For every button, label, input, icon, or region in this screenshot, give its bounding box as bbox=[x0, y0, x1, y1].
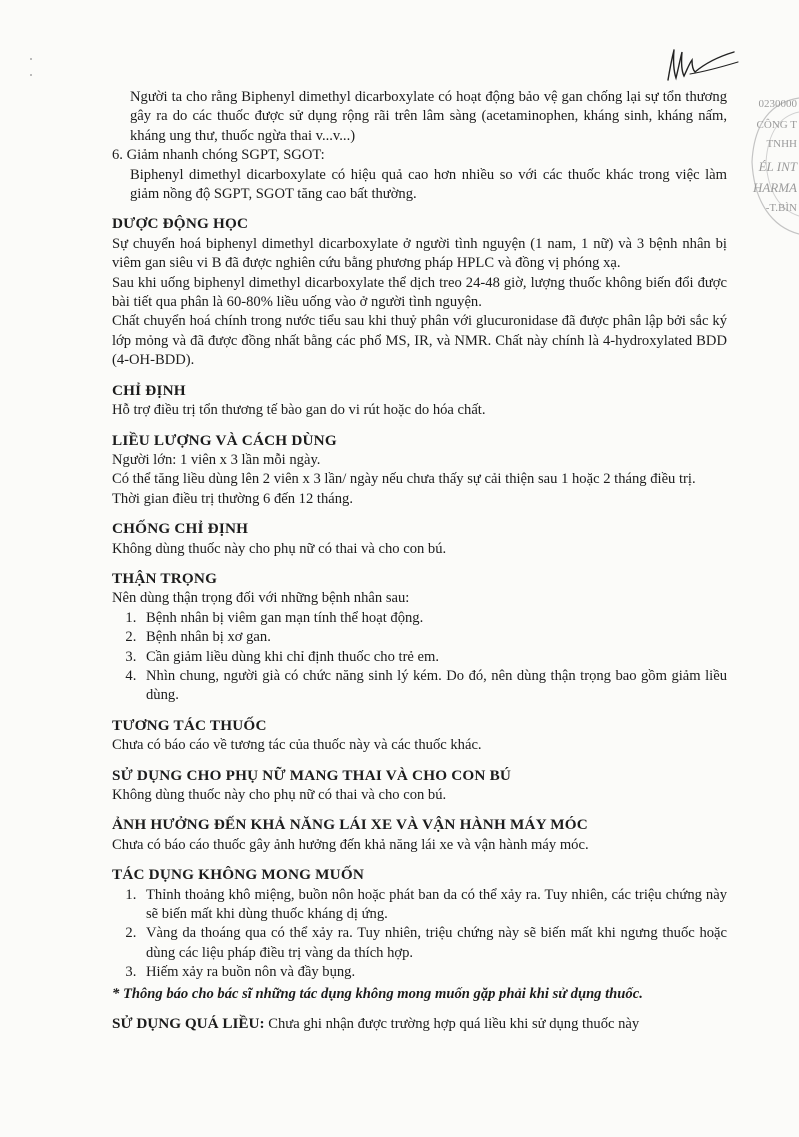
list-item: 3. Cần giảm liều dùng khi chỉ định thuốc cho trẻ em. bbox=[140, 648, 727, 667]
lieu-luong-p2: Có thể tăng liều dùng lên 2 viên x 3 lần/ ngày nếu chưa thấy sự cải thiện sau 1 hoặc 2 tháng điều trị. bbox=[112, 471, 696, 488]
signature-mark bbox=[662, 40, 742, 88]
stamp-line-4: ÉL INT bbox=[758, 159, 797, 174]
duoc-dong-hoc-p1: Sự chuyển hoá biphenyl dimethyl dicarboxylate ở người tình nguyện (1 nam, 1 nữ) và 3 bệnh nhân bị viêm gan siêu vi B đã được nghiên cứu bằng phương pháp HPLC và đồng vị phóng xạ. bbox=[112, 235, 727, 272]
heading-duoc-dong-hoc: DƯỢC ĐỘNG HỌC bbox=[112, 215, 249, 233]
margin-dot bbox=[30, 74, 32, 76]
heading-tuong-tac: TƯƠNG TÁC THUỐC bbox=[112, 716, 267, 734]
list-item: 3. Hiếm xảy ra buồn nôn và đầy bụng. bbox=[140, 963, 727, 982]
list-item: 4. Nhìn chung, người già có chức năng sinh lý kém. Do đó, nên dùng thận trọng bao gồm giảm liều dùng. bbox=[140, 667, 727, 706]
stamp-line-6: -T.BÌN bbox=[765, 202, 797, 214]
than-trong-list bbox=[112, 609, 727, 706]
overdose-line bbox=[112, 1014, 727, 1034]
list-item: 2. Bệnh nhân bị xơ gan. bbox=[140, 628, 727, 647]
than-trong-p1: Nên dùng thận trọng đối với những bệnh nhân sau: bbox=[112, 590, 410, 607]
duoc-dong-hoc-p3: Chất chuyển hoá chính trong nước tiểu sau khi thuỷ phân với glucuronidase đã được phân lập bởi sắc ký lớp mỏng và đã được đồng nhất bằng các phổ MS, IR, và NMR. Chất này chính là 4-hydroxylated BDD (4-OH-BDD). bbox=[112, 313, 727, 369]
duoc-dong-hoc-p2: Sau khi uống biphenyl dimethyl dicarboxylate thể dịch treo 24-48 giờ, lượng thuốc không biến đổi được bài tiết qua phân là 60-80% liều uống vào ở người tình nguyện. bbox=[112, 274, 727, 311]
chong-chi-dinh-p1: Không dùng thuốc này cho phụ nữ có thai và cho con bú. bbox=[112, 540, 447, 557]
item-6-text: Biphenyl dimethyl dicarboxylate có hiệu quả cao hơn nhiều so với các thuốc khác trong việc làm giảm nồng độ SGPT, SGOT tăng cao bất thường. bbox=[130, 166, 727, 203]
tuong-tac-p1: Chưa có báo cáo về tương tác của thuốc này và các thuốc khác. bbox=[112, 737, 482, 754]
list-item: 1. Bệnh nhân bị viêm gan mạn tính thể hoạt động. bbox=[140, 609, 727, 628]
tac-dung-list bbox=[112, 886, 727, 983]
lai-xe-p1: Chưa có báo cáo thuốc gây ảnh hưởng đến khả năng lái xe và vận hành máy móc. bbox=[112, 836, 589, 853]
stamp-line-3: TNHH bbox=[766, 138, 797, 150]
heading-chi-dinh: CHỈ ĐỊNH bbox=[112, 381, 186, 399]
stamp-line-2: CÔNG T bbox=[756, 119, 797, 131]
company-stamp bbox=[742, 92, 799, 242]
list-item: 1. Thỉnh thoảng khô miệng, buồn nôn hoặc phát ban da có thể xảy ra. Tuy nhiên, các triệu chứng này sẽ biến mất khi dùng thuốc kháng dị ứng. bbox=[140, 886, 727, 925]
margin-dot bbox=[30, 58, 32, 60]
side-effect-note: * Thông báo cho bác sĩ những tác dụng không mong muốn gặp phải khi sử dụng thuốc. bbox=[112, 985, 643, 1002]
heading-lai-xe: ẢNH HƯỞNG ĐẾN KHẢ NĂNG LÁI XE VÀ VẬN HÀNH MÁY MÓC bbox=[112, 816, 588, 834]
intro-paragraph: Người ta cho rằng Biphenyl dimethyl dicarboxylate có hoạt động bảo vệ gan chống lại sự tổn thương gây ra do các thuốc được sử dụng rộng rãi trên lâm sàng (acetaminophen, kháng sinh, kháng nấm, kháng ung thư, thuốc ngừa thai v...v...) bbox=[130, 89, 727, 144]
stamp-line-1: 0230000 bbox=[758, 98, 797, 110]
heading-phu-nu: SỬ DỤNG CHO PHỤ NỮ MANG THAI VÀ CHO CON BÚ bbox=[112, 766, 512, 784]
heading-lieu-luong: LIỀU LƯỢNG VÀ CÁCH DÙNG bbox=[112, 431, 337, 449]
overdose-text: Chưa ghi nhận được trường hợp quá liều khi sử dụng thuốc này bbox=[268, 1016, 640, 1033]
list-item: 2. Vàng da thoáng qua có thể xảy ra. Tuy nhiên, triệu chứng này sẽ biến mất khi ngưng thuốc hoặc dùng các liệu pháp điều trị vàng da thích hợp. bbox=[140, 924, 727, 963]
lieu-luong-p1: Người lớn: 1 viên x 3 lần mỗi ngày. bbox=[112, 451, 321, 468]
chi-dinh-p1: Hỗ trợ điều trị tổn thương tế bào gan do vi rút hoặc do hóa chất. bbox=[112, 402, 486, 419]
lieu-luong-p3: Thời gian điều trị thường 6 đến 12 tháng. bbox=[112, 490, 353, 507]
stamp-line-5: HARMA bbox=[752, 180, 797, 195]
phu-nu-p1: Không dùng thuốc này cho phụ nữ có thai và cho con bú. bbox=[112, 787, 447, 803]
heading-tac-dung: TÁC DỤNG KHÔNG MONG MUỐN bbox=[112, 866, 365, 884]
overdose-label: SỬ DỤNG QUÁ LIỀU: bbox=[112, 1015, 265, 1033]
document-body bbox=[112, 88, 727, 1034]
heading-than-trong: THẬN TRỌNG bbox=[112, 569, 218, 587]
item-6-title: 6. Giảm nhanh chóng SGPT, SGOT: bbox=[112, 147, 325, 164]
heading-chong-chi-dinh: CHỐNG CHỈ ĐỊNH bbox=[112, 520, 249, 538]
